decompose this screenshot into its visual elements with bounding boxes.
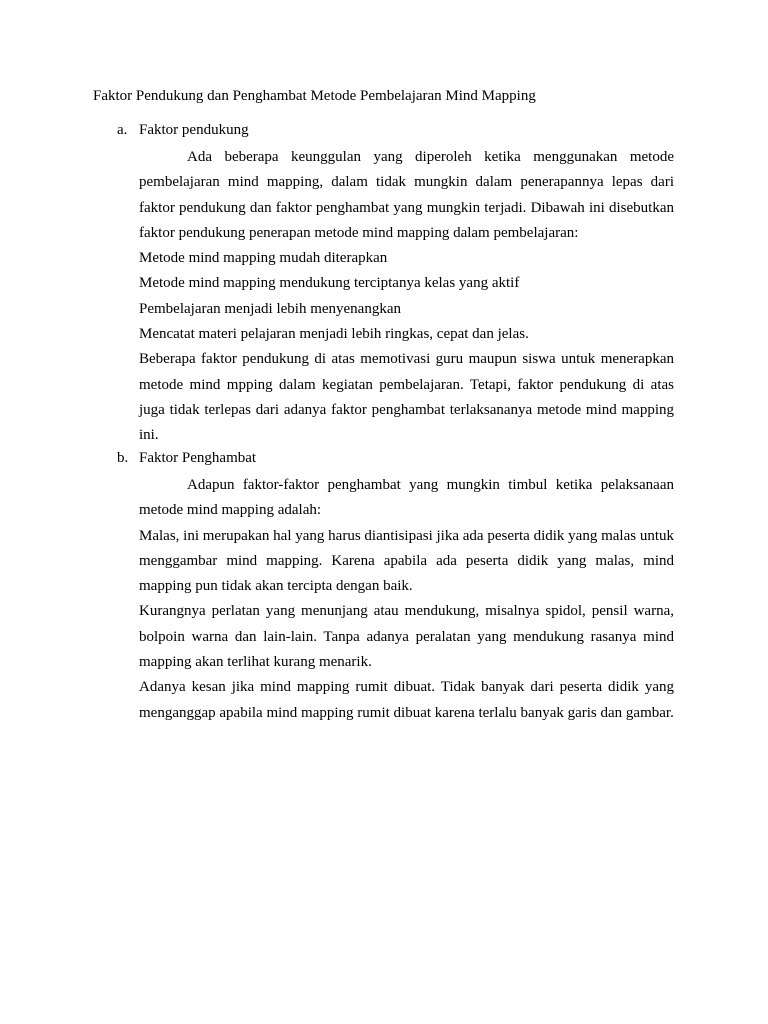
list-item: Mencatat materi pelajaran menjadi lebih ringkas, cepat dan jelas.: [139, 326, 529, 343]
list-item: Pembelajaran menjadi lebih menyenangkan: [139, 300, 401, 317]
section-body: [139, 145, 674, 449]
list-marker: b.: [117, 450, 129, 466]
list-item: Kurangnya perlatan yang menunjang atau mendukung, misalnya spidol, pensil warna, bolpoin warna dan lain-lain. Tanpa adanya peralatan yang mendukung rasanya mind mapping akan terlihat kurang menarik.: [139, 603, 674, 671]
section-title: Faktor pendukung: [139, 122, 249, 138]
section-title: Faktor Penghambat: [139, 450, 257, 466]
list-item: Malas, ini merupakan hal yang harus diantisipasi jika ada peserta didik yang malas untuk menggambar mind mapping. Karena apabila ada peserta didik yang malas, mind mapping pun tidak akan tercipta dengan baik.: [139, 527, 674, 595]
intro-paragraph: Ada beberapa keunggulan yang diperoleh ketika menggunakan metode pembelajaran mind mapping, dalam tidak mungkin dalam penerapannya lepas dari faktor pendukung dan faktor penghambat yang mungkin terjadi. Dibawah ini disebutkan faktor pendukung penerapan metode mind mapping dalam pembelajaran:: [139, 149, 674, 241]
list-item: Adanya kesan jika mind mapping rumit dibuat. Tidak banyak dari peserta didik yang menganggap apabila mind mapping rumit dibuat karena terlalu banyak garis dan gambar.: [139, 679, 674, 721]
closing-paragraph: Beberapa faktor pendukung di atas memotivasi guru maupun siswa untuk menerapkan metode mind mpping dalam kegiatan pembelajaran. Tetapi, faktor pendukung di atas juga tidak terlepas dari adanya faktor penghambat terlaksananya metode mind mapping ini.: [139, 351, 674, 444]
list-marker: a.: [117, 122, 128, 138]
list-item: Metode mind mapping mudah diterapkan: [139, 250, 388, 267]
section-body: [139, 473, 674, 726]
section-heading: [93, 448, 674, 468]
intro-paragraph: Adapun faktor-faktor penghambat yang mungkin timbul ketika pelaksanaan metode mind mapping adalah:: [139, 477, 674, 519]
document-title: Faktor Pendukung dan Penghambat Metode Pembelajaran Mind Mapping: [93, 88, 536, 104]
section-faktor-pendukung: [93, 120, 674, 449]
section-heading: [93, 120, 674, 140]
section-faktor-penghambat: [93, 448, 674, 726]
list-item: Metode mind mapping mendukung terciptanya kelas yang aktif: [139, 275, 520, 292]
